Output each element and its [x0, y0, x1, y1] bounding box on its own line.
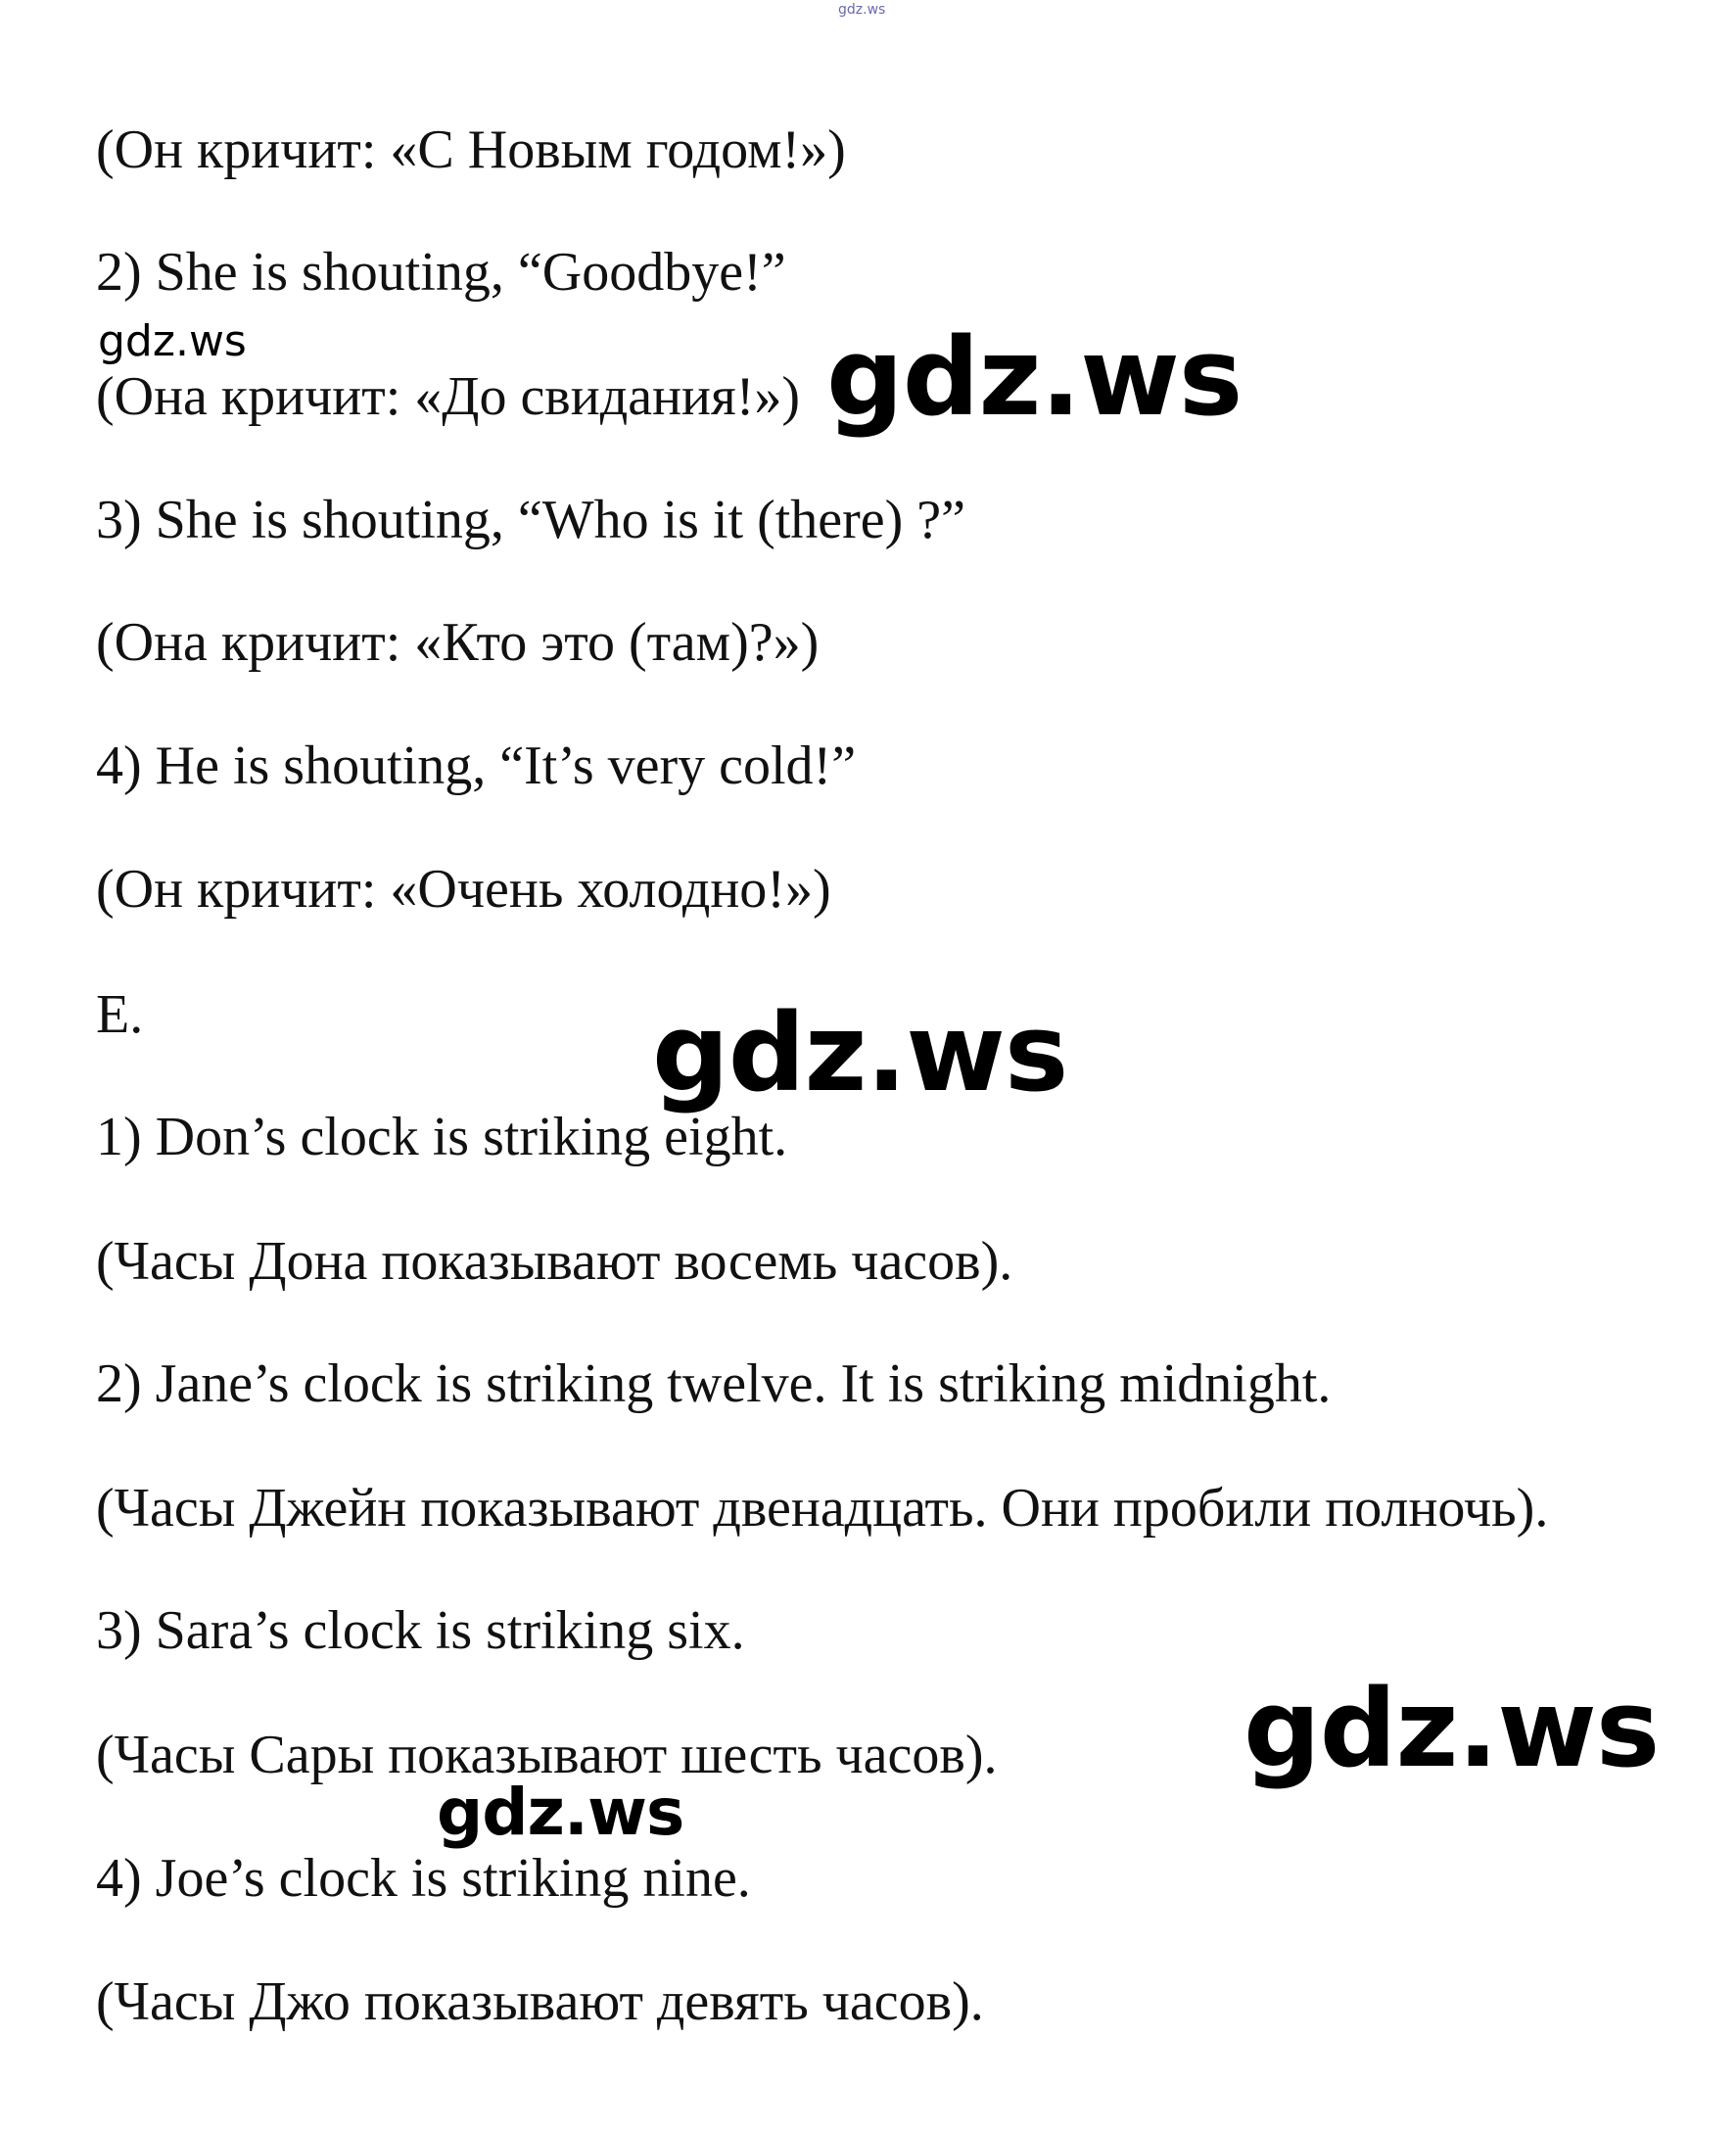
- text-line-en-e2: 2) Jane’s clock is striking twelve. It is striking midnight.: [96, 1353, 1332, 1414]
- text-line-ru-e3: (Часы Сары показывают шесть часов).: [96, 1725, 998, 1785]
- text-line-ru-4: (Он кричит: «Очень холодно!»): [96, 859, 831, 920]
- text-line-en-e4: 4) Joe’s clock is striking nine.: [96, 1848, 751, 1909]
- section-heading-e: E.: [96, 984, 144, 1045]
- watermark-large-1: gdz.ws: [826, 314, 1243, 440]
- text-line-ru-1: (Он кричит: «С Новым годом!»): [96, 119, 846, 180]
- text-line-en-e3: 3) Sara’s clock is striking six.: [96, 1600, 745, 1661]
- watermark-medium: gdz.ws: [437, 1775, 684, 1850]
- text-line-ru-e2: (Часы Джейн показывают двенадцать. Они пробили полночь).: [96, 1478, 1549, 1539]
- text-line-en-e1: 1) Don’s clock is striking eight.: [96, 1107, 788, 1167]
- watermark-top: gdz.ws: [838, 2, 886, 18]
- watermark-small: gdz.ws: [98, 316, 247, 366]
- text-line-en-2: 2) She is shouting, “Goodbye!”: [96, 242, 786, 303]
- watermark-large-2: gdz.ws: [652, 990, 1068, 1115]
- watermark-large-3: gdz.ws: [1243, 1666, 1660, 1791]
- text-line-ru-e1: (Часы Дона показывают восемь часов).: [96, 1231, 1013, 1292]
- text-line-en-3: 3) She is shouting, “Who is it (there) ?”: [96, 490, 966, 550]
- text-line-ru-2: (Она кричит: «До свидания!»): [96, 366, 801, 427]
- text-line-ru-3: (Она кричит: «Кто это (там)?»): [96, 612, 820, 673]
- text-line-ru-e4: (Часы Джо показывают девять часов).: [96, 1971, 984, 2032]
- text-line-en-4: 4) He is shouting, “It’s very cold!”: [96, 735, 857, 796]
